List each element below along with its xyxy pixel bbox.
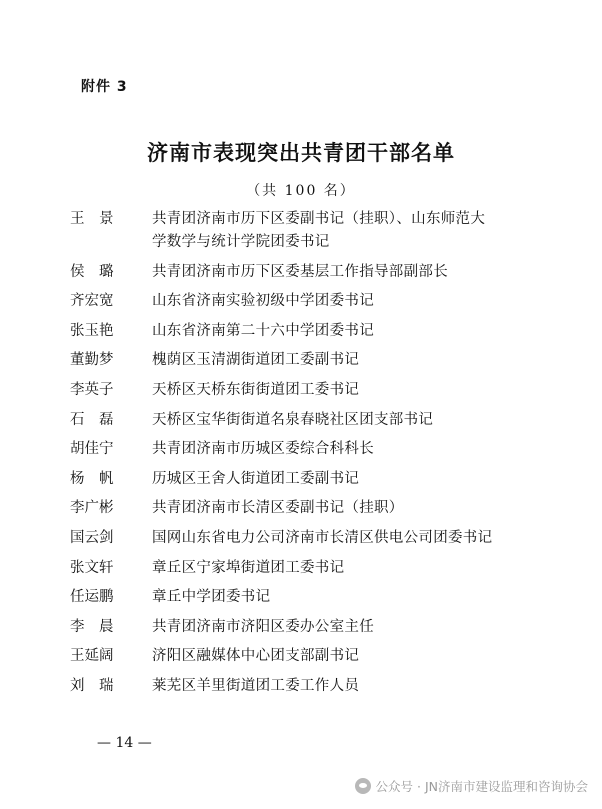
list-item <box>70 208 550 254</box>
list-item <box>70 557 550 580</box>
position-title-line: 共青团济南市历下区委基层工作指导部副部长 <box>152 263 448 280</box>
list-item <box>70 349 550 372</box>
person-name: 任运鹏 <box>70 589 114 606</box>
list-item <box>70 675 550 698</box>
position-title <box>152 497 532 520</box>
list-item <box>70 261 550 284</box>
page-title: 济南市表现突出共青团干部名单 <box>147 140 455 165</box>
list-item <box>70 379 550 402</box>
page-subtitle: （共 100 名） <box>246 183 356 199</box>
page-number: — 14 — <box>97 735 152 751</box>
list-item <box>70 497 550 520</box>
person-name: 董勤梦 <box>70 352 114 369</box>
person-name: 胡佳宁 <box>70 441 114 458</box>
list-item <box>70 320 550 343</box>
position-title <box>152 409 532 432</box>
position-title-line: 济阳区融媒体中心团支部副书记 <box>152 648 360 665</box>
position-title-line: 山东省济南实验初级中学团委书记 <box>152 293 374 310</box>
position-title <box>152 349 532 372</box>
person-name: 国云剑 <box>70 529 114 546</box>
position-title <box>152 320 532 343</box>
position-title-line: 章丘区宁家埠街道团工委书记 <box>152 559 345 576</box>
position-title-line: 天桥区天桥东街街道团工委书记 <box>152 381 360 398</box>
person-name: 李广彬 <box>70 500 114 517</box>
person-name: 齐宏宽 <box>70 293 114 310</box>
position-title-line: 共青团济南市历城区委综合科科长 <box>152 441 374 458</box>
position-title <box>152 645 532 668</box>
position-title <box>152 586 532 609</box>
position-title-line: 莱芜区羊里街道团工委工作人员 <box>152 677 360 694</box>
watermark-text: 公众号 · JN济南市建设监理和咨询协会 <box>375 779 588 794</box>
list-item <box>70 586 550 609</box>
list-item <box>70 616 550 639</box>
list-item <box>70 645 550 668</box>
list-item <box>70 468 550 491</box>
position-title <box>152 557 532 580</box>
position-title <box>152 527 532 550</box>
person-name: 刘 瑞 <box>70 677 114 694</box>
position-title <box>152 208 532 254</box>
position-title-line: 天桥区宝华街街道名泉春晓社区团支部书记 <box>152 411 434 428</box>
position-title-line: 共青团济南市历下区委副书记（挂职）、山东师范大 <box>152 211 486 227</box>
position-title <box>152 379 532 402</box>
position-title-line: 历城区王舍人街道团工委副书记 <box>152 470 360 487</box>
person-name: 李 晨 <box>70 618 114 635</box>
position-title-line: 共青团济南市济阳区委办公室主任 <box>152 618 374 635</box>
person-name: 石 磊 <box>70 411 114 428</box>
watermark <box>355 777 588 795</box>
list-item <box>70 290 550 313</box>
position-title <box>152 616 532 639</box>
wechat-icon <box>355 778 371 794</box>
position-title-line: 共青团济南市长清区委副书记（挂职） <box>152 500 404 517</box>
list-item <box>70 527 550 550</box>
position-title-line: 学数学与统计学院团委书记 <box>152 234 330 250</box>
position-title <box>152 675 532 698</box>
position-title-line: 槐荫区玉清湖街道团工委副书记 <box>152 352 360 369</box>
person-name: 张文轩 <box>70 559 114 576</box>
person-name: 侯 璐 <box>70 263 114 280</box>
person-name: 王 景 <box>70 211 114 227</box>
person-name: 杨 帆 <box>70 470 114 487</box>
person-name: 王延阔 <box>70 648 114 665</box>
position-title-line: 国网山东省电力公司济南市长清区供电公司团委书记 <box>152 529 493 546</box>
list-item <box>70 438 550 461</box>
attachment-label: 附件 3 <box>81 79 128 95</box>
position-title-line: 山东省济南第二十六中学团委书记 <box>152 322 374 339</box>
person-name: 李英子 <box>70 381 114 398</box>
position-title <box>152 468 532 491</box>
position-title <box>152 261 532 284</box>
position-title-line: 章丘中学团委书记 <box>152 589 271 606</box>
position-title <box>152 438 532 461</box>
position-title <box>152 290 532 313</box>
person-name: 张玉艳 <box>70 322 114 339</box>
list-item <box>70 409 550 432</box>
name-list <box>70 208 550 705</box>
